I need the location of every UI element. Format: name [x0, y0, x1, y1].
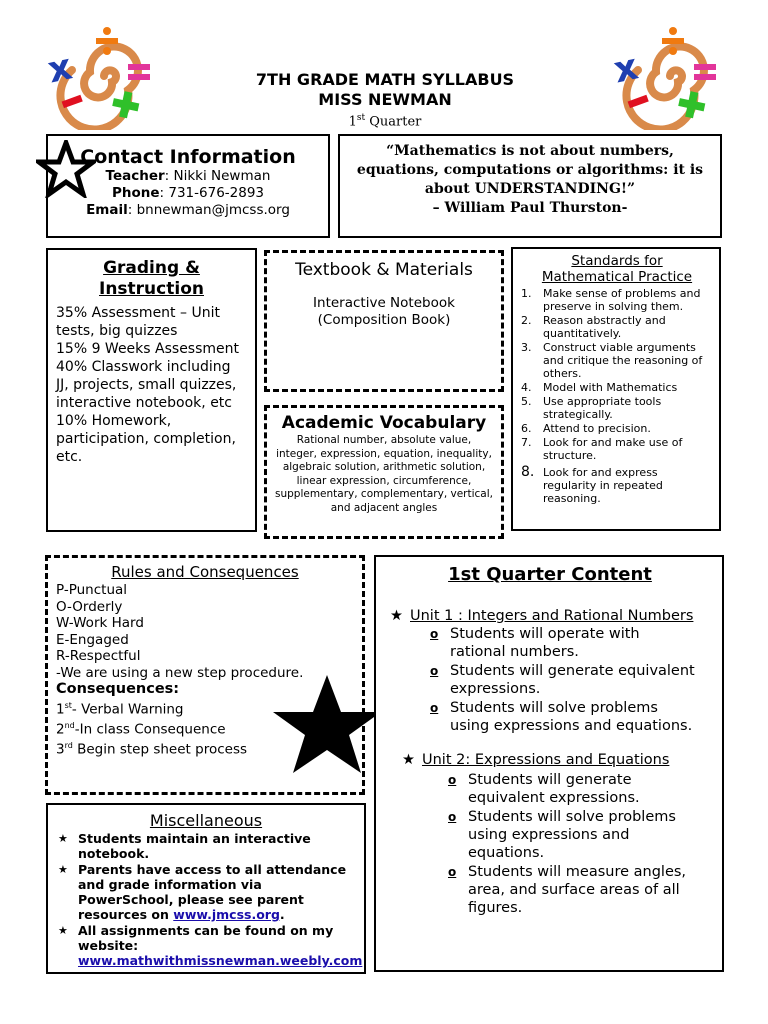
textbook-line-1: Interactive Notebook [313, 295, 455, 311]
grading-line-2: 15% 9 Weeks Assessment [56, 341, 240, 357]
vocab-text: Rational number, absolute value, integer, expression, equation, inequality, algebraic solution, arithmetic solution, linear expression, circumference, supplementary, complementary, vertical, and adjacent angles [275, 434, 493, 514]
rule-o: O-Orderly [56, 598, 123, 615]
page-title [180, 70, 590, 130]
misc-list [56, 831, 363, 968]
content-box [374, 555, 724, 972]
list-item: o Students will measure angles, area, and surface areas of all figures. [448, 864, 687, 916]
vocab-heading: Academic Vocabulary [281, 413, 487, 433]
consequences-label: Consequences: [56, 681, 180, 697]
quarter-number: 1 [348, 114, 357, 130]
list-item: 7. Look for and make use of structure. [521, 436, 683, 462]
list-item: ★ Parents have access to all attendance and grade information via PowerSchool, please see parent resources on www.jmcss.org. [58, 862, 347, 922]
quarter-word: Quarter [365, 114, 422, 130]
textbook-box [264, 250, 504, 392]
list-item: 4. Model with Mathematics [521, 381, 678, 394]
quarter-subtitle [180, 110, 590, 130]
list-item: o Students will generate equivalent expressions. [448, 772, 640, 806]
content-heading: 1st Quarter Content [448, 564, 652, 585]
grading-line-4: 10% Homework, participation, completion, etc. [56, 413, 236, 465]
quarter-suffix: st [356, 113, 366, 123]
list-item: 8. Look for and express regularity in repeated reasoning. [521, 464, 663, 505]
solid-star-icon [270, 672, 384, 776]
standards-heading: Standards for Mathematical Practice [541, 253, 693, 285]
outline-star-icon [36, 140, 96, 198]
contact-phone: Phone: 731-676-2893 [111, 185, 265, 201]
misc-box [46, 803, 366, 974]
standards-box [511, 247, 721, 531]
list-item: o Students will solve problems using expressions and equations. [430, 700, 693, 734]
consequence-2: 2nd-In class Consequence [56, 720, 226, 737]
rule-w: W-Work Hard [56, 615, 144, 631]
grading-line-1: 35% Assessment – Unit tests, big quizzes [56, 305, 220, 339]
list-item: 3. Construct viable arguments and critique the reasoning of others. [521, 341, 703, 380]
list-item: ★ All assignments can be found on my website: www.mathwithmissnewman.weebly.com [58, 923, 363, 968]
unit1-list [428, 625, 698, 735]
website-link[interactable]: www.mathwithmissnewman.weebly.com [78, 953, 363, 968]
quote-text: “Mathematics is not about numbers, equations, computations or algorithms: it is about UNDERSTANDING!” [356, 143, 704, 197]
misc-heading: Miscellaneous [149, 811, 263, 830]
list-item: o Students will solve problems using expressions and equations. [448, 809, 676, 861]
list-item: 6. Attend to precision. [521, 422, 651, 435]
svg-text:x: x [610, 46, 642, 92]
list-item: 5. Use appropriate tools strategically. [521, 395, 662, 421]
title-line-1: 7TH GRADE MATH SYLLABUS [255, 70, 515, 89]
rule-r: R-Respectful [56, 648, 141, 664]
list-item: o Students will generate equivalent expressions. [430, 663, 695, 697]
math-swirl-logo-icon [608, 22, 728, 130]
rule-p: P-Punctual [56, 582, 128, 598]
textbook-heading: Textbook & Materials [295, 260, 473, 280]
contact-teacher: Teacher: Nikki Newman [105, 168, 271, 184]
unit2-title: ★ Unit 2: Expressions and Equations [402, 752, 670, 768]
list-item: ★ Students maintain an interactive notebook. [58, 831, 311, 861]
math-swirl-logo-icon [42, 22, 162, 130]
contact-heading: Contact Information [80, 146, 296, 168]
quote-box [338, 134, 722, 238]
svg-text:x: x [44, 46, 76, 92]
grading-line-3: 40% Classwork including JJ, projects, small quizzes, interactive notebook, etc [56, 359, 237, 411]
consequence-3: 3rd Begin step sheet process [56, 740, 248, 757]
title-line-2: MISS NEWMAN [318, 90, 452, 109]
list-item: 1. Make sense of problems and preserve in solving them. [521, 287, 701, 313]
quote-author: – William Paul Thurston- [432, 200, 628, 216]
grading-heading: Grading & Instruction [99, 258, 204, 299]
rule-step: -We are using a new step procedure. [56, 664, 304, 681]
list-item: 2. Reason abstractly and quantitatively. [521, 314, 666, 340]
list-item: o Students will operate with rational numbers. [430, 626, 640, 660]
grading-box [46, 248, 257, 532]
rule-e: E-Engaged [56, 631, 129, 648]
contact-email: Email: bnnewman@jmcss.org [86, 202, 290, 218]
consequence-1: 1st- Verbal Warning [56, 700, 184, 717]
rules-heading: Rules and Consequences [111, 563, 299, 581]
unit1-title: ★ Unit 1 : Integers and Rational Numbers [390, 608, 694, 624]
vocab-box [264, 405, 504, 539]
standards-list [521, 287, 713, 505]
textbook-line-2: (Composition Book) [317, 312, 451, 328]
unit2-list [446, 771, 696, 917]
jmcss-link[interactable]: www.jmcss.org [173, 907, 280, 922]
